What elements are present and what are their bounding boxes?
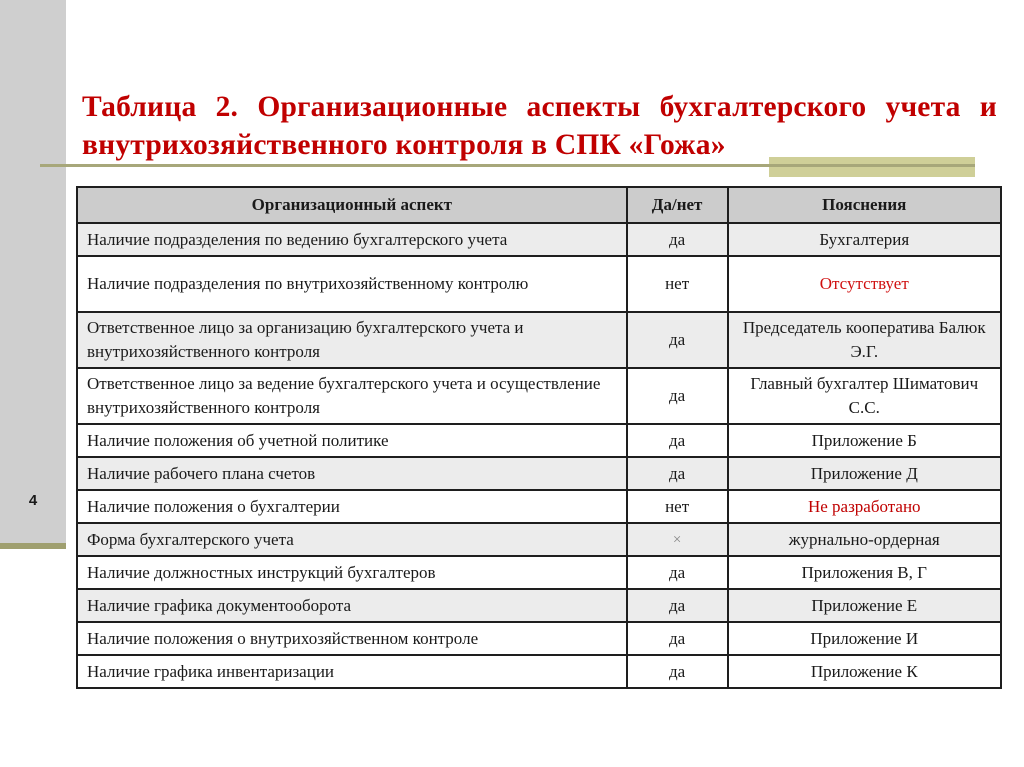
cell-note: Приложения В, Г bbox=[728, 556, 1001, 589]
header-notes: Пояснения bbox=[728, 187, 1001, 223]
cell-note-negative: Отсутствует bbox=[728, 256, 1001, 312]
cell-aspect: Наличие должностных инструкций бухгалтеров bbox=[77, 556, 627, 589]
cell-yes-no: да bbox=[627, 655, 728, 688]
cell-aspect: Ответственное лицо за ведение бухгалтерского учета и осуществление внутрихозяйственного контроля bbox=[77, 368, 627, 424]
cell-aspect: Форма бухгалтерского учета bbox=[77, 523, 627, 556]
cell-yes-no: да bbox=[627, 424, 728, 457]
slide-number: 4 bbox=[28, 492, 38, 509]
title-underline bbox=[40, 164, 775, 167]
cell-aspect: Наличие подразделения по внутрихозяйственному контролю bbox=[77, 256, 627, 312]
cell-yes-no: да bbox=[627, 368, 728, 424]
table-row bbox=[77, 223, 1001, 256]
cell-note: Приложение К bbox=[728, 655, 1001, 688]
cell-note: журнально-ордерная bbox=[728, 523, 1001, 556]
cell-note: Приложение Д bbox=[728, 457, 1001, 490]
cell-yes-no: да bbox=[627, 556, 728, 589]
header-yes-no: Да/нет bbox=[627, 187, 728, 223]
cell-aspect: Ответственное лицо за организацию бухгалтерского учета и внутрихозяйственного контроля bbox=[77, 312, 627, 368]
cell-yes-no: нет bbox=[627, 256, 728, 312]
table-row bbox=[77, 556, 1001, 589]
cell-yes-no: да bbox=[627, 223, 728, 256]
cell-aspect: Наличие положения о внутрихозяйственном контроле bbox=[77, 622, 627, 655]
organizational-aspects-table bbox=[76, 186, 1002, 689]
table-row bbox=[77, 368, 1001, 424]
cell-note: Главный бухгалтер Шиматович С.С. bbox=[728, 368, 1001, 424]
slide-title: Таблица 2. Организационные аспекты бухгалтерского учета и внутрихозяйственного контроля в СПК «Гожа» bbox=[82, 91, 997, 161]
cell-aspect: Наличие графика документооборота bbox=[77, 589, 627, 622]
table-row bbox=[77, 622, 1001, 655]
cell-aspect: Наличие положения о бухгалтерии bbox=[77, 490, 627, 523]
side-strip bbox=[0, 0, 66, 546]
table-row bbox=[77, 655, 1001, 688]
cell-yes-no: да bbox=[627, 457, 728, 490]
cell-yes-no: да bbox=[627, 312, 728, 368]
table-row bbox=[77, 312, 1001, 368]
cell-note: Председатель кооператива Балюк Э.Г. bbox=[728, 312, 1001, 368]
cell-note: Приложение И bbox=[728, 622, 1001, 655]
table-row bbox=[77, 424, 1001, 457]
cell-note: Приложение Б bbox=[728, 424, 1001, 457]
cell-aspect: Наличие рабочего плана счетов bbox=[77, 457, 627, 490]
cell-aspect: Наличие подразделения по ведению бухгалтерского учета bbox=[77, 223, 627, 256]
table-row bbox=[77, 256, 1001, 312]
side-accent-bar bbox=[0, 543, 66, 549]
cell-aspect: Наличие графика инвентаризации bbox=[77, 655, 627, 688]
cell-note: Бухгалтерия bbox=[728, 223, 1001, 256]
table-row bbox=[77, 457, 1001, 490]
cell-yes-no: да bbox=[627, 622, 728, 655]
table-header-row bbox=[77, 187, 1001, 223]
header-aspect: Организационный аспект bbox=[77, 187, 627, 223]
cell-note-negative: Не разработано bbox=[728, 490, 1001, 523]
cell-yes-no: да bbox=[627, 589, 728, 622]
cell-yes-no: нет bbox=[627, 490, 728, 523]
cell-aspect: Наличие положения об учетной политике bbox=[77, 424, 627, 457]
table-row bbox=[77, 490, 1001, 523]
cross-icon: × bbox=[627, 523, 728, 556]
table-row bbox=[77, 523, 1001, 556]
title-accent-block bbox=[769, 157, 975, 177]
cell-note: Приложение Е bbox=[728, 589, 1001, 622]
table-row bbox=[77, 589, 1001, 622]
